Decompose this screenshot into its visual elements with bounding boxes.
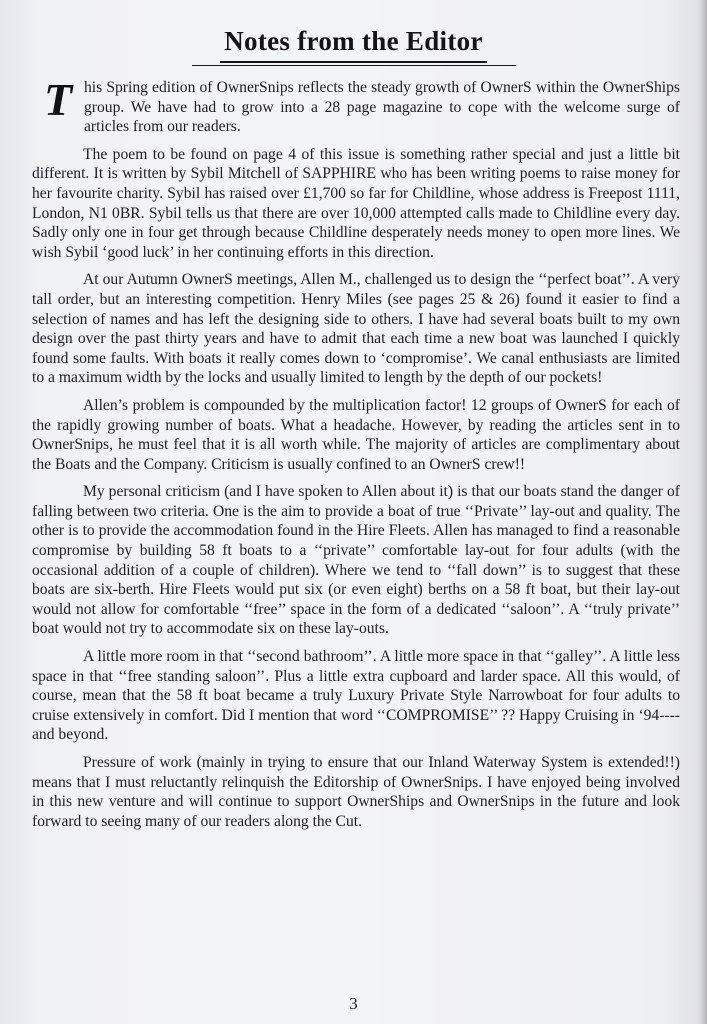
- page-number: 3: [349, 994, 358, 1013]
- paragraph-compromise: A little more room in that ‘‘second bathroom’’. A little more space in that ‘‘galley’’. A little less space in that ‘‘free standing saloon’’. Plus a little extra cupboard and larder space. All this would, of course, mean that the 58 ft boat became a truly Luxury Private Style Narrowboat for four adults to cruise extensively in comfort. Did I mention that word ‘‘COMPROMISE’’ ?? Happy Cruising in ‘94----and beyond.: [32, 648, 680, 744]
- title-underline: [192, 65, 516, 66]
- page-title: Notes from the Editor: [220, 24, 487, 63]
- title-block: [0, 24, 707, 66]
- paragraph-farewell: Pressure of work (mainly in trying to ensure that our Inland Waterway System is extended!!) means that I must reluctantly relinquish the Editorship of OwnerSnips. I have enjoyed being involved in this new venture and will continue to support OwnerShips and OwnerSnips in the future and look forward to seeing many of our readers along the Cut.: [32, 754, 680, 830]
- paragraph-poem: The poem to be found on page 4 of this issue is something rather special and just a little bit different. It is written by Sybil Mitchell of SAPPHIRE who has been writing poems to raise money for her favourite charity. Sybil has raised over £1,700 so far for Childline, whose address is Freepost 1111, London, N1 0BR. Sybil tells us that there are over 10,000 attempted calls made to Childline every day. Sadly only one in four get through because Childline desperately needs money to open more lines. We wish Sybil ‘good luck’ in her continuing efforts in this direction.: [32, 145, 680, 261]
- drop-cap-letter: T: [43, 74, 73, 125]
- paragraph-perfect-boat: At our Autumn OwnerS meetings, Allen M., challenged us to design the ‘‘perfect boat’’. A very tall order, but an interesting competition. Henry Miles (see pages 25 & 26) found it easier to find a selection of names and has left the designing side to others. I have had several boats built to my own design over the past thirty years and have to admit that each time a new boat was launched I quickly found some faults. With boats it really comes down to ‘compromise’. We canal enthusiasts are limited to a maximum width by the locks and usually limited to length by the depth of our pockets!: [32, 271, 680, 387]
- paragraph-criticism: My personal criticism (and I have spoken to Allen about it) is that our boats stand the danger of falling between two criteria. One is the aim to provide a boat of true ‘‘Private’’ lay-out and quality. The other is to provide the accommodation found in the Hire Fleets. Allen has managed to find a reasonable compromise by building 58 ft boats to a ‘‘private’’ comfortable lay-out for four adults (with the occasional addition of a couple of children). Where we tend to ‘‘fall down’’ is to suggest that these boats are six-berth. Hire Fleets would put six (or even eight) berths on a 58 ft boat, but their lay-out would not allow for comfortable ‘‘free’’ space in the form of a dedicated ‘‘saloon’’. A ‘‘truly private’’ boat would not try to accommodate six on these lay-outs.: [32, 483, 680, 638]
- paragraph-multiplication: Allen’s problem is compounded by the multiplication factor! 12 groups of OwnerS for each of the rapidly growing number of boats. What a headache. However, by reading the articles sent in to OwnerSnips, he must feel that it is all worth while. The majority of articles are complimentary about the Boats and the Company. Criticism is usually confined to an OwnerS crew!!: [32, 396, 680, 473]
- article-body: [32, 74, 680, 839]
- page-edge-shadow: [699, 0, 707, 1024]
- paragraph-intro: [32, 74, 680, 137]
- paragraph-text: his Spring edition of OwnerSnips reflects the steady growth of OwnerS within the OwnerShips group. We have had to grow into a 28 page magazine to cope with the welcome surge of articles from our readers.: [84, 79, 680, 136]
